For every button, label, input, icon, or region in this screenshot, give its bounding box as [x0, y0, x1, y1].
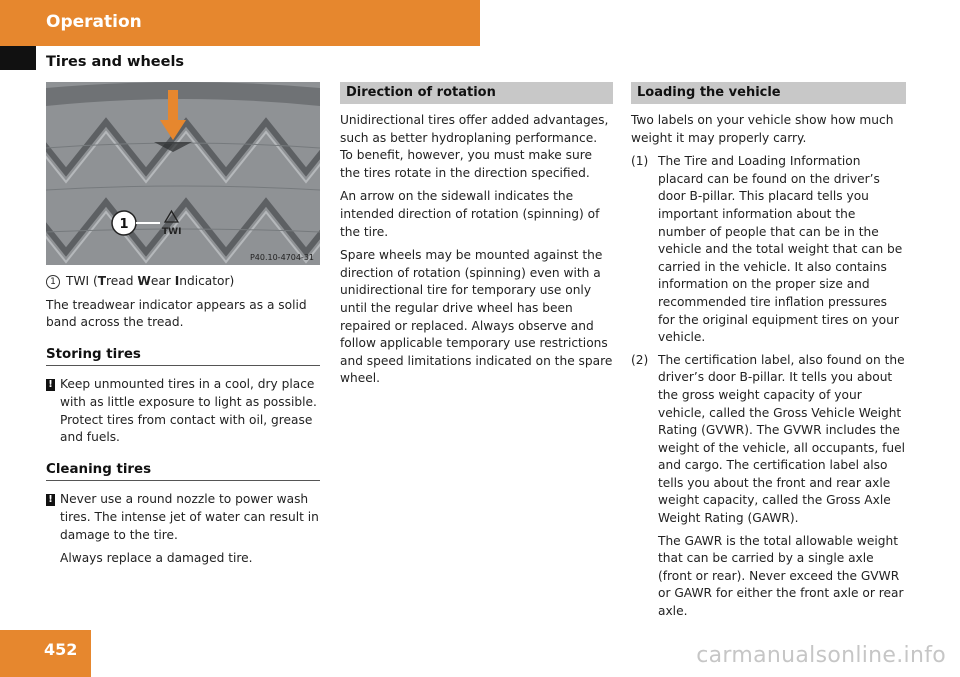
storing-tires-heading: Storing tires: [46, 346, 320, 367]
treadwear-paragraph: The treadwear indicator appears as a solid band across the tread.: [46, 297, 307, 330]
rotation-paragraph-2: An arrow on the sidewall indicates the intended direction of rotation (spinning) of the tire.: [340, 189, 600, 239]
page-number: 452: [44, 640, 78, 659]
tire-tread-figure: [46, 82, 320, 265]
column-right: [631, 82, 906, 627]
column-middle: [340, 82, 613, 394]
cleaning-tires-note: [46, 491, 320, 544]
caption-number: 1: [46, 275, 60, 289]
cleaning-tires-text: Never use a round nozzle to power wash tires. The intense jet of water can result in damage to the tire.: [60, 492, 319, 542]
callout-number: 1: [119, 217, 129, 232]
rotation-paragraph-3: Spare wheels may be mounted against the direction of rotation (spinning) even with a unidirectional tire for temporary use only until the regular drive wheel has been repaired or replaced. Always observe and follow applicable temporary use restrictions and speed limitations indicated on the spare wheel.: [340, 248, 613, 386]
list-marker: (1): [631, 154, 649, 169]
list-item-text: The Tire and Loading Information placard can be found on the driver’s door B-pillar. This placard tells you important information about the number of people that can be in the vehicle and the total weight that can be carried in the vehicle. It also contains information on the proper size and recommended tire inflation pressures for the original equipment tires on your vehicle.: [658, 154, 903, 345]
twi-mark: TWI: [162, 227, 182, 237]
warning-icon: !: [46, 379, 55, 391]
list-item-text: The certification label, also found on the driver’s door B-pillar. It tells you about the gross weight capacity of your vehicle, called the Gross Vehicle Weight Rating (GVWR). The GVWR includes the weight of the vehicle, all occupants, fuel and cargo. The certification label also tells you about the front and rear axle weight capacity, called the Gross Axle Weight Rating (GAWR).: [658, 352, 906, 526]
list-item: [631, 153, 906, 347]
section-marker: [0, 46, 36, 70]
figure-code: P40.10-4704-31: [249, 253, 314, 262]
list-marker: (2): [631, 352, 649, 367]
figure-caption: 1 TWI (Tread Wear Indicator): [46, 273, 320, 291]
cleaning-tires-heading: Cleaning tires: [46, 461, 320, 482]
gawr-paragraph: The GAWR is the total allowable weight that can be carried by a single axle (front or rear). Never exceed the GVWR or GAWR for either the front axle or rear axle.: [658, 533, 904, 619]
column-left: [46, 82, 320, 574]
rotation-arrow-shaft: [168, 90, 178, 124]
storing-tires-text: Keep unmounted tires in a cool, dry place with as little exposure to light as possible. Protect tires from contact with oil, grease and fuels.: [60, 377, 317, 445]
loading-vehicle-heading: Loading the vehicle: [631, 82, 906, 104]
storing-tires-note: [46, 376, 320, 446]
tire-tread-illustration: [46, 82, 320, 265]
loading-intro: Two labels on your vehicle show how much weight it may properly carry.: [631, 113, 894, 145]
replace-damaged-tire-text: Always replace a damaged tire.: [60, 551, 253, 566]
direction-of-rotation-heading: Direction of rotation: [340, 82, 613, 104]
warning-icon: !: [46, 494, 55, 506]
chapter-title: Operation: [46, 12, 142, 32]
section-title: Tires and wheels: [46, 54, 185, 70]
list-item: [631, 352, 906, 528]
watermark: carmanualsonline.info: [696, 643, 946, 668]
rotation-paragraph-1: Unidirectional tires offer added advantages, such as better hydroplaning performance. To benefit, however, you must make sure the tires rotate in the direction specified.: [340, 113, 609, 180]
